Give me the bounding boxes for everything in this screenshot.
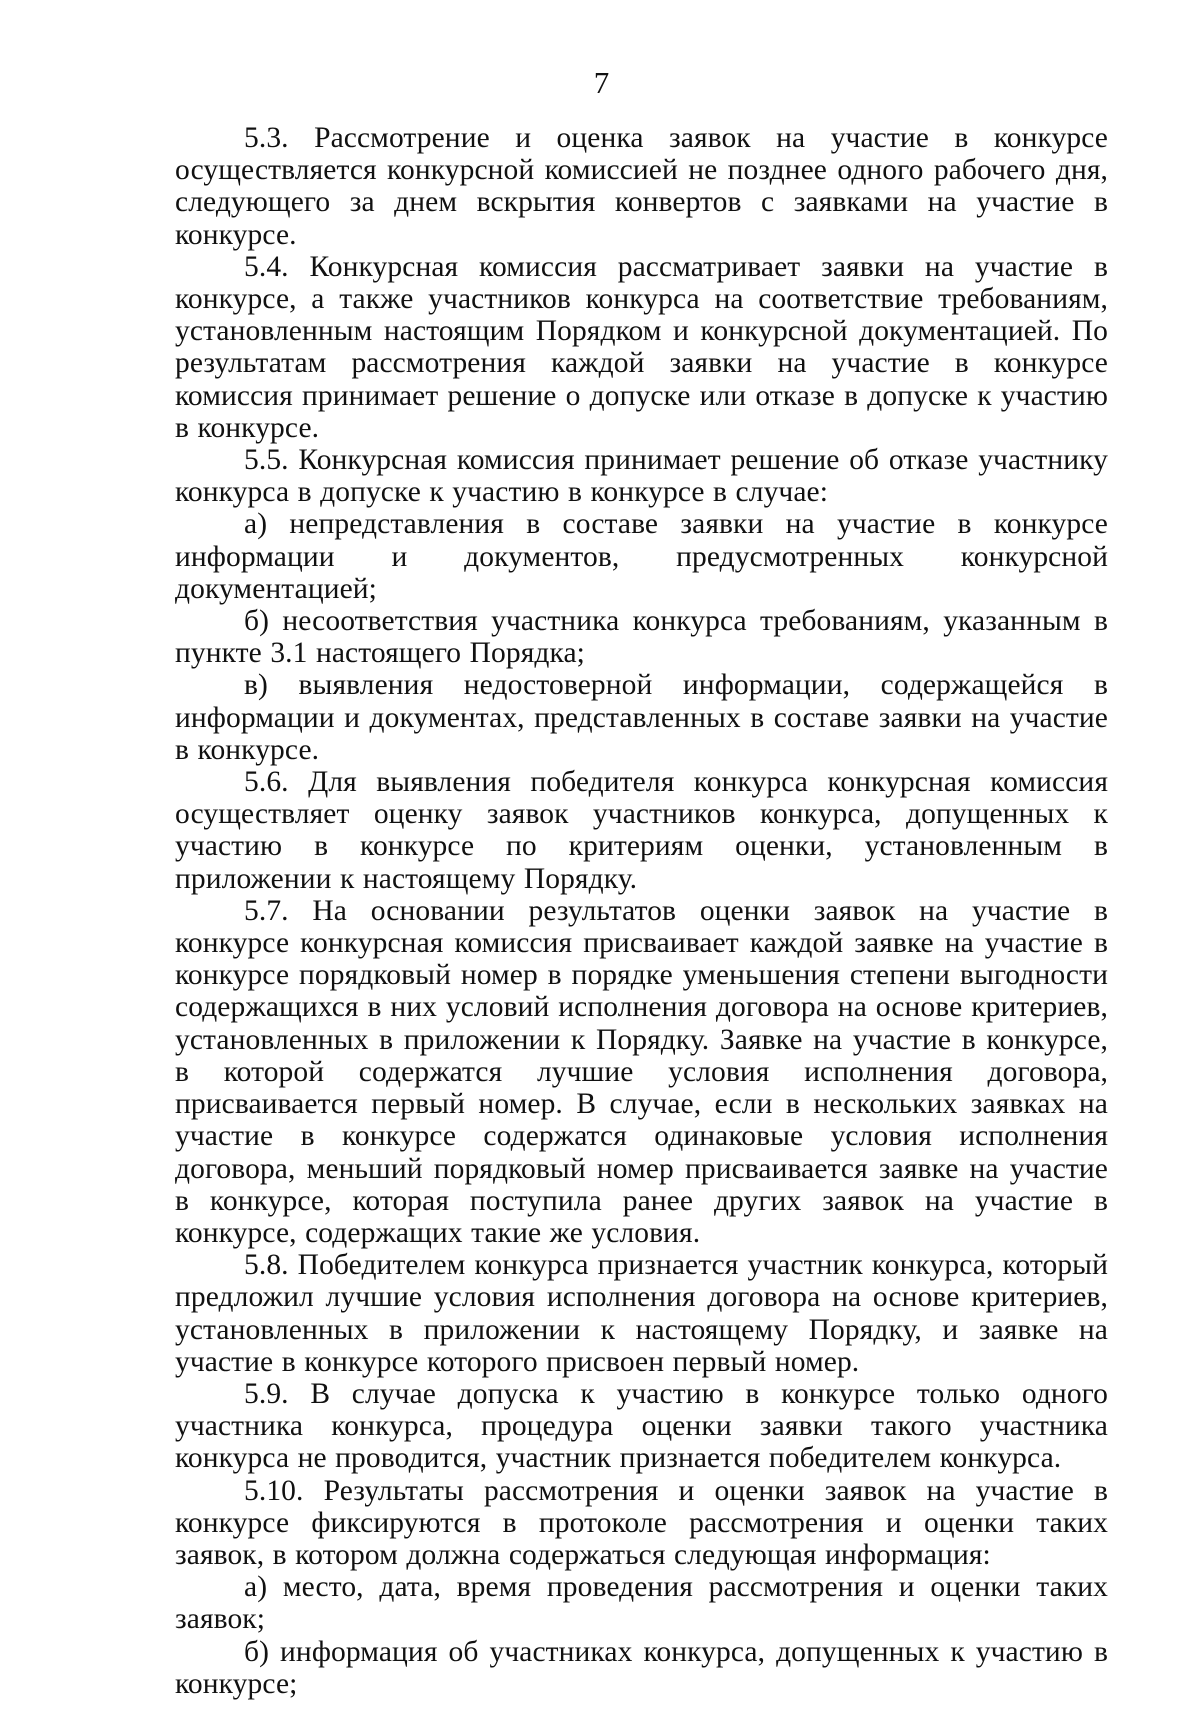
- paragraph-5-6: 5.6. Для выявления победителя конкурса конкурсная комиссия осуществляет оценку заявок участников конкурса, допущенных к участию в конкурсе по критериям оценки, установленным в приложении к настоящему Порядку.: [175, 766, 1108, 895]
- paragraph-5-7: 5.7. На основании результатов оценки заявок на участие в конкурсе конкурсная комиссия присваивает каждой заявке на участие в конкурсе порядковый номер в порядке уменьшения степени выгодности содержащихся в них условий исполнения договора на основе критериев, установленных в приложении к Порядку. Заявке на участие в конкурсе, в которой содержатся лучшие условия исполнения договора, присваивается первый номер. В случае, если в нескольких заявках на участие в конкурсе содержатся одинаковые условия исполнения договора, меньший порядковый номер присваивается заявке на участие в конкурсе, которая поступила ранее других заявок на участие в конкурсе, содержащих такие же условия.: [175, 894, 1108, 1249]
- paragraph-5-10-a: а) место, дата, время проведения рассмотрения и оценки таких заявок;: [175, 1571, 1108, 1636]
- paragraph-5-9: 5.9. В случае допуска к участию в конкурсе только одного участника конкурса, процедура оценки заявки такого участника конкурса не проводится, участник признается победителем конкурса.: [175, 1377, 1108, 1475]
- paragraph-5-3: 5.3. Рассмотрение и оценка заявок на участие в конкурсе осуществляется конкурсной комиссией не позднее одного рабочего дня, следующего за днем вскрытия конвертов с заявками на участие в конкурсе.: [175, 122, 1108, 251]
- paragraph-5-10-b: б) информация об участниках конкурса, допущенных к участию в конкурсе;: [175, 1635, 1108, 1700]
- paragraph-5-8: 5.8. Победителем конкурса признается участник конкурса, который предложил лучшие условия исполнения договора на основе критериев, установленных в приложении к настоящему Порядку, и заявке на участие в конкурсе которого присвоен первый номер.: [175, 1249, 1108, 1378]
- page-number: 7: [593, 65, 610, 100]
- paragraph-5-5: 5.5. Конкурсная комиссия принимает решение об отказе участнику конкурса в допуске к участию в конкурсе в случае:: [175, 444, 1108, 509]
- paragraph-5-10: 5.10. Результаты рассмотрения и оценки заявок на участие в конкурсе фиксируются в протоколе рассмотрения и оценки таких заявок, в котором должна содержаться следующая информация:: [175, 1474, 1108, 1571]
- paragraph-5-5-b: б) несоответствия участника конкурса требованиям, указанным в пункте 3.1 настоящего Порядка;: [175, 605, 1108, 670]
- paragraph-5-4: 5.4. Конкурсная комиссия рассматривает заявки на участие в конкурсе, а также участников конкурса на соответствие требованиям, установленным настоящим Порядком и конкурсной документацией. По результатам рассмотрения каждой заявки на участие в конкурсе комиссия принимает решение о допуске или отказе в допуске к участию в конкурсе.: [175, 250, 1108, 444]
- paragraph-5-5-v: в) выявления недостоверной информации, содержащейся в информации и документах, представленных в составе заявки на участие в конкурсе.: [175, 669, 1108, 766]
- paragraph-5-5-a: а) непредставления в составе заявки на участие в конкурсе информации и документов, предусмотренных конкурсной документацией;: [175, 508, 1108, 605]
